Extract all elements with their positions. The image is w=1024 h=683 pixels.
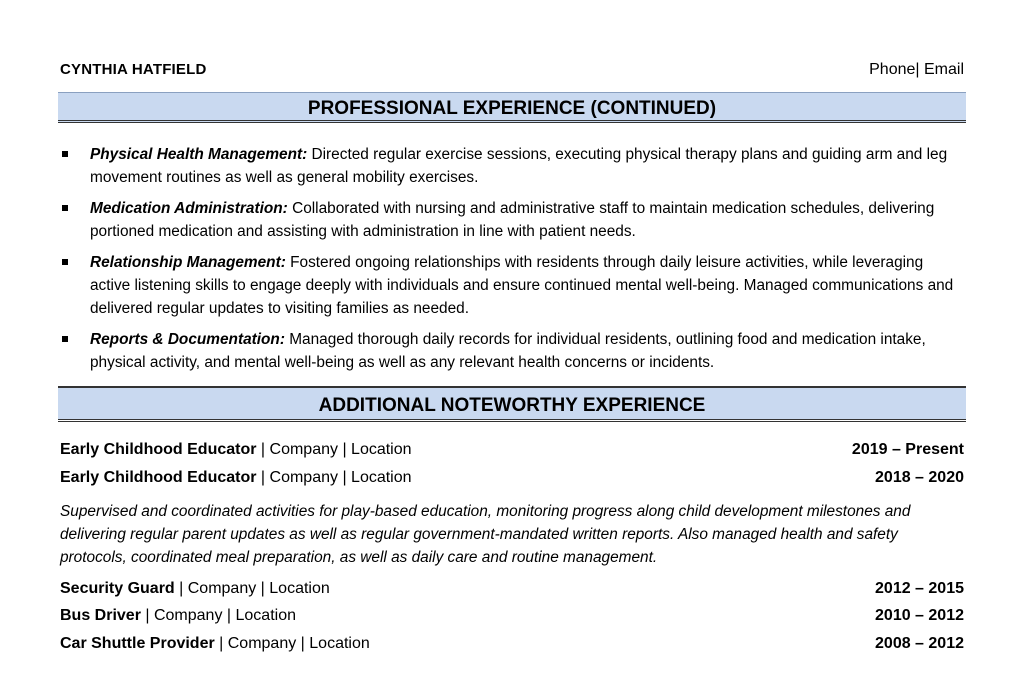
job-title: Security Guard (60, 580, 175, 597)
job-row (60, 633, 964, 655)
job-description: Supervised and coordinated activities for play-based education, monitoring progress along child development milestones and delivering regular parent updates as well as regular government-mandated written reports. Also managed health and safety protocols, coordinated meal preparation, as well as daily care and routine management. (60, 503, 911, 566)
job-dates: 2019 – Present (851, 441, 964, 458)
job-dates: 2018 – 2020 (875, 469, 964, 486)
list-item (60, 251, 966, 320)
job-dates: 2012 – 2015 (875, 580, 964, 597)
section-divider (58, 421, 966, 422)
job-row (60, 439, 964, 461)
job-dates: 2008 – 2012 (875, 635, 964, 652)
bullet-text: Managed thorough daily records for individual residents, outlining food and medication intake, physical activity, and mental well-being as well as any relevant health concerns or incidents. (90, 331, 926, 371)
bullet-text: Directed regular exercise sessions, executing physical therapy plans and guiding arm and leg movement routines as well as general mobility exercises. (90, 146, 948, 186)
job-heading (60, 578, 330, 600)
bullet-text: Fostered ongoing relationships with residents through daily leisure activities, while leveraging active listening skills to engage deeply with individuals and ensure continued mental well-being. Managed communications and delivered regular updates to visiting families as needed. (90, 254, 954, 317)
job-row (60, 605, 964, 627)
candidate-name: CYNTHIA HATFIELD (60, 61, 207, 78)
bullet-label: Reports & Documentation: (90, 331, 285, 348)
job-company-location: | Company | Location (140, 607, 296, 624)
section-heading-additional-experience: ADDITIONAL NOTEWORTHY EXPERIENCE (58, 386, 966, 420)
job-heading (60, 467, 412, 489)
bullet-label: Medication Administration: (90, 200, 288, 217)
job-heading (60, 605, 296, 627)
job-company-location: | Company | Location (214, 635, 370, 652)
job-row (60, 467, 964, 489)
section-heading-professional-experience: PROFESSIONAL EXPERIENCE (CONTINUED) (58, 92, 966, 123)
job-title: Early Childhood Educator (60, 441, 257, 458)
experience-bullet-list (60, 143, 966, 382)
job-title: Car Shuttle Provider (60, 635, 215, 652)
job-heading (60, 633, 370, 655)
contact-info: Phone| Email (869, 61, 964, 78)
job-company-location: | Company | Location (256, 469, 412, 486)
bullet-label: Relationship Management: (90, 254, 286, 271)
list-item (60, 143, 966, 189)
job-company-location: | Company | Location (256, 441, 412, 458)
job-company-location: | Company | Location (174, 580, 330, 597)
bullet-label: Physical Health Management: (90, 146, 308, 163)
job-row (60, 578, 964, 600)
job-title: Bus Driver (60, 607, 141, 624)
job-heading (60, 439, 412, 461)
resume-header (60, 61, 964, 79)
list-item (60, 328, 966, 374)
bullet-text: Collaborated with nursing and administrative staff to maintain medication schedules, delivering portioned medication and assisting with administration in line with patient needs. (90, 200, 935, 240)
job-dates: 2010 – 2012 (875, 607, 964, 624)
job-title: Early Childhood Educator (60, 469, 257, 486)
list-item (60, 197, 966, 243)
